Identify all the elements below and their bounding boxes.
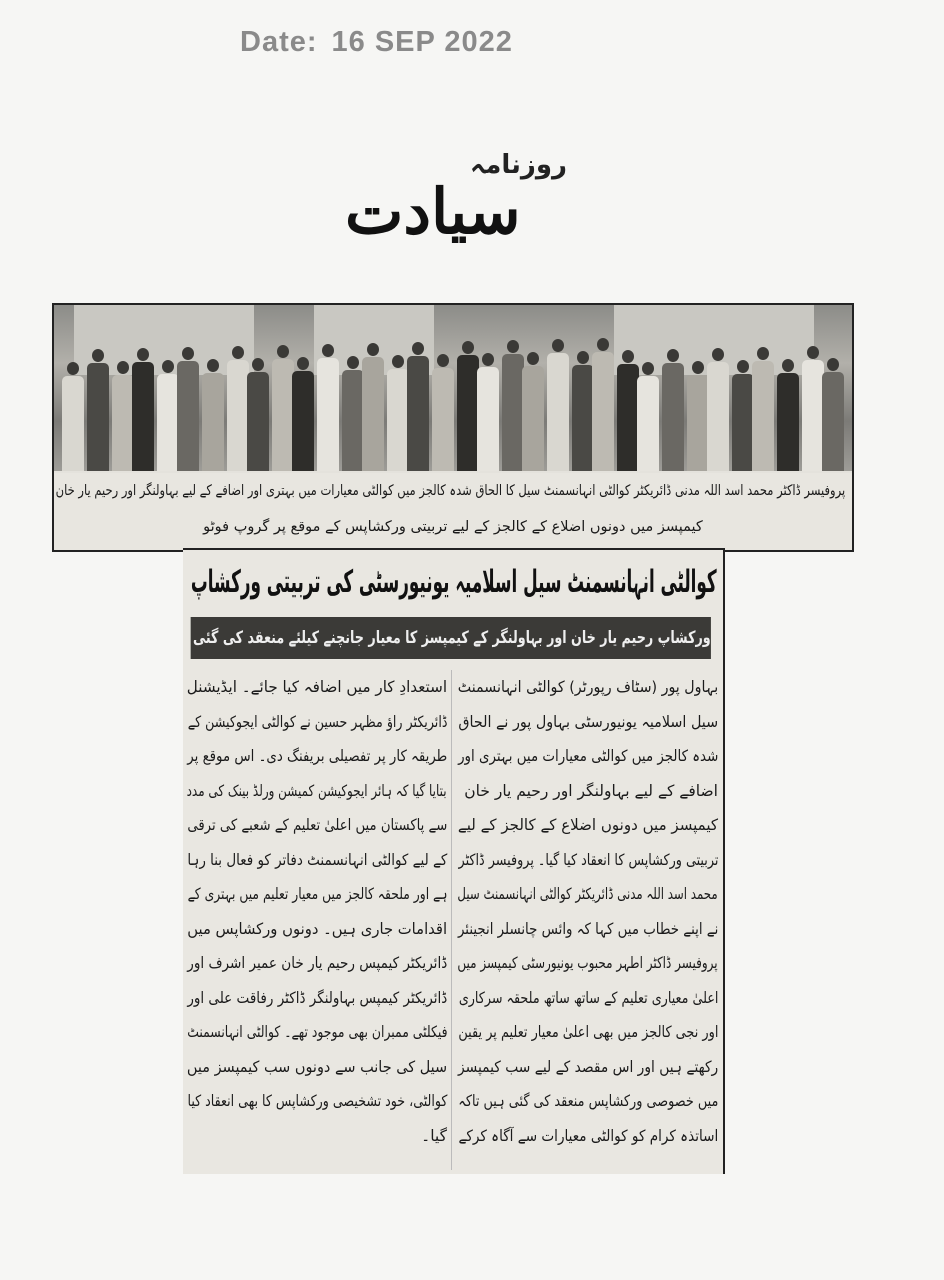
photo-person <box>387 355 409 471</box>
article-line: اور نجی کالجز میں بھی اعلیٰ معیار تعلیم پر یقین <box>457 1023 718 1041</box>
photo-person <box>272 345 294 471</box>
photo-person <box>292 357 314 471</box>
photo-person <box>732 360 754 471</box>
article-line: سے پاکستان میں اعلیٰ تعلیم کے شعبے کی ترقی <box>186 816 447 834</box>
photo-person <box>157 360 179 471</box>
photo-person <box>707 348 729 471</box>
article-line: استعدادِ کار میں اضافہ کیا جائے۔ ایڈیشنل <box>186 678 447 696</box>
news-photo-box <box>52 303 854 552</box>
photo-person <box>317 344 339 471</box>
article-line: سیل اسلامیہ یونیورسٹی بہاول پور نے الحاق <box>458 712 718 731</box>
date-stamp <box>240 26 527 59</box>
photo-person <box>637 362 659 471</box>
article-line: بتایا گیا کہ ہائر ایجوکیشن کمیشن ورلڈ بینک کی مدد <box>187 781 448 800</box>
photo-person <box>362 343 384 471</box>
article-line: محمد اسد اللہ مدنی ڈائریکٹر کوالٹی انہانسمنٹ سیل <box>457 885 718 903</box>
article-line: فیکلٹی ممبران بھی موجود تھے۔ کوالٹی انہانسمنٹ <box>186 1023 447 1041</box>
column-divider <box>451 670 452 1170</box>
caption-line: کیمپسز میں دونوں اضلاع کے کالجز کے لیے تربیتی ورکشاپس کے موقع پر گروپ فوٹو <box>203 519 703 535</box>
masthead-roznama: روزنامہ <box>470 150 567 180</box>
photo-person <box>617 350 639 471</box>
article-line: ڈائریکٹر کیمپس رحیم یار خان عمیر اشرف اور <box>186 954 448 972</box>
article-headline: کوالٹی انہانسمنٹ سیل اسلامیہ یونیورسٹی کی تربیتی ورکشاپ <box>191 564 717 600</box>
article-subheadline: ورکشاپ رحیم یار خان اور بہاولنگر کے کیمپسز کا معیار جانچنے کیلئے منعقد کی گئی <box>191 617 711 659</box>
article-line: شدہ کالجز میں کوالٹی معیارات میں بہتری اور <box>457 747 718 765</box>
article-line: اساتذہ کرام کو کوالٹی معیارات سے آگاہ کرکے <box>458 1126 718 1145</box>
article-line: طریقہ کار پر تفصیلی بریفنگ دی۔ اس موقع پر <box>186 747 448 765</box>
article-line: کیمپسز میں دونوں اضلاع کے کالجز کے لیے <box>457 816 718 834</box>
masthead-newspaper-name: سیادت <box>345 175 521 248</box>
article-line: اقدامات جاری ہیں۔ دونوں ورکشاپس میں <box>187 919 447 938</box>
photo-person <box>202 359 224 471</box>
article-line: بہاول پور (سٹاف رپورٹر) کوالٹی انہانسمنٹ <box>457 678 718 696</box>
photo-person <box>132 348 154 471</box>
photo-person <box>752 347 774 471</box>
photo-person <box>822 358 844 471</box>
caption-line: پروفیسر ڈاکٹر محمد اسد اللہ مدنی ڈائریکٹر کوالٹی انہانسمنٹ سیل کا الحاق شدہ کالجز میں کوالٹی معیارات میں بہتری اور اضافے کے لیے بہاولنگر اور رحیم یار خان <box>56 483 846 499</box>
article-line: اضافے کے لیے بہاولنگر اور رحیم یار خان <box>464 781 718 800</box>
article-line: ہے اور ملحقہ کالجز میں معیار تعلیم میں بہتری کے <box>187 885 447 903</box>
photo-person <box>477 353 499 471</box>
article-line: گیا۔ <box>421 1126 447 1145</box>
photo-person <box>407 342 429 471</box>
photo-person <box>432 354 454 471</box>
article-line: ڈائریکٹر کیمپس بہاولنگر ڈاکٹر رفاقت علی اور <box>187 988 448 1007</box>
article-column-left <box>185 670 447 1153</box>
article-line: رکھتے ہیں اور اس مقصد کے لیے سب کیمپسز <box>457 1057 718 1076</box>
article-line: سیل کی جانب سے دونوں سب کیمپسز میں <box>186 1057 447 1076</box>
article-line: میں خصوصی ورکشاپس منعقد کی گئی ہیں تاکہ <box>457 1092 718 1110</box>
photo-person <box>572 351 594 471</box>
article-line: اعلیٰ معیاری تعلیم کے ساتھ ساتھ ملحقہ سرکاری <box>458 988 718 1007</box>
photo-person <box>802 346 824 471</box>
article-line: تربیتی ورکشاپس کا انعقاد کیا گیا۔ پروفیسر ڈاکٹر <box>458 850 718 869</box>
photo-person <box>522 352 544 471</box>
article-column-right <box>456 670 718 1153</box>
article-line: کے لیے کوالٹی انہانسمنٹ دفاتر کو فعال بنا رہا <box>187 850 447 869</box>
photo-person <box>342 356 364 471</box>
article-line: پروفیسر ڈاکٹر اطہر محبوب یونیورسٹی کیمپسز میں <box>457 954 718 972</box>
photo-person <box>777 359 799 471</box>
article-line: نے اپنے خطاب میں کہا کہ وائس چانسلر انجینئر <box>457 919 718 938</box>
article-line: کوالٹی، خود تشخیصی ورکشاپس کا بھی انعقاد کیا <box>187 1092 447 1110</box>
photo-person <box>502 340 524 471</box>
photo-person <box>457 341 479 471</box>
date-value: 16 SEP 2022 <box>331 26 513 58</box>
photo-person <box>687 361 709 471</box>
photo-person <box>662 349 684 471</box>
news-article <box>183 548 725 1174</box>
group-photo <box>54 305 852 471</box>
photo-person <box>247 358 269 471</box>
photo-person <box>592 338 614 471</box>
photo-caption <box>54 473 852 550</box>
article-line: ڈائریکٹر راؤ مظہر حسین نے کوالٹی ایجوکیشن کے <box>187 712 447 731</box>
photo-person <box>227 346 249 471</box>
photo-person <box>112 361 134 471</box>
photo-person <box>547 339 569 471</box>
photo-person <box>62 362 84 471</box>
date-label: Date: <box>240 26 318 58</box>
photo-person <box>177 347 199 471</box>
photo-person <box>87 349 109 471</box>
